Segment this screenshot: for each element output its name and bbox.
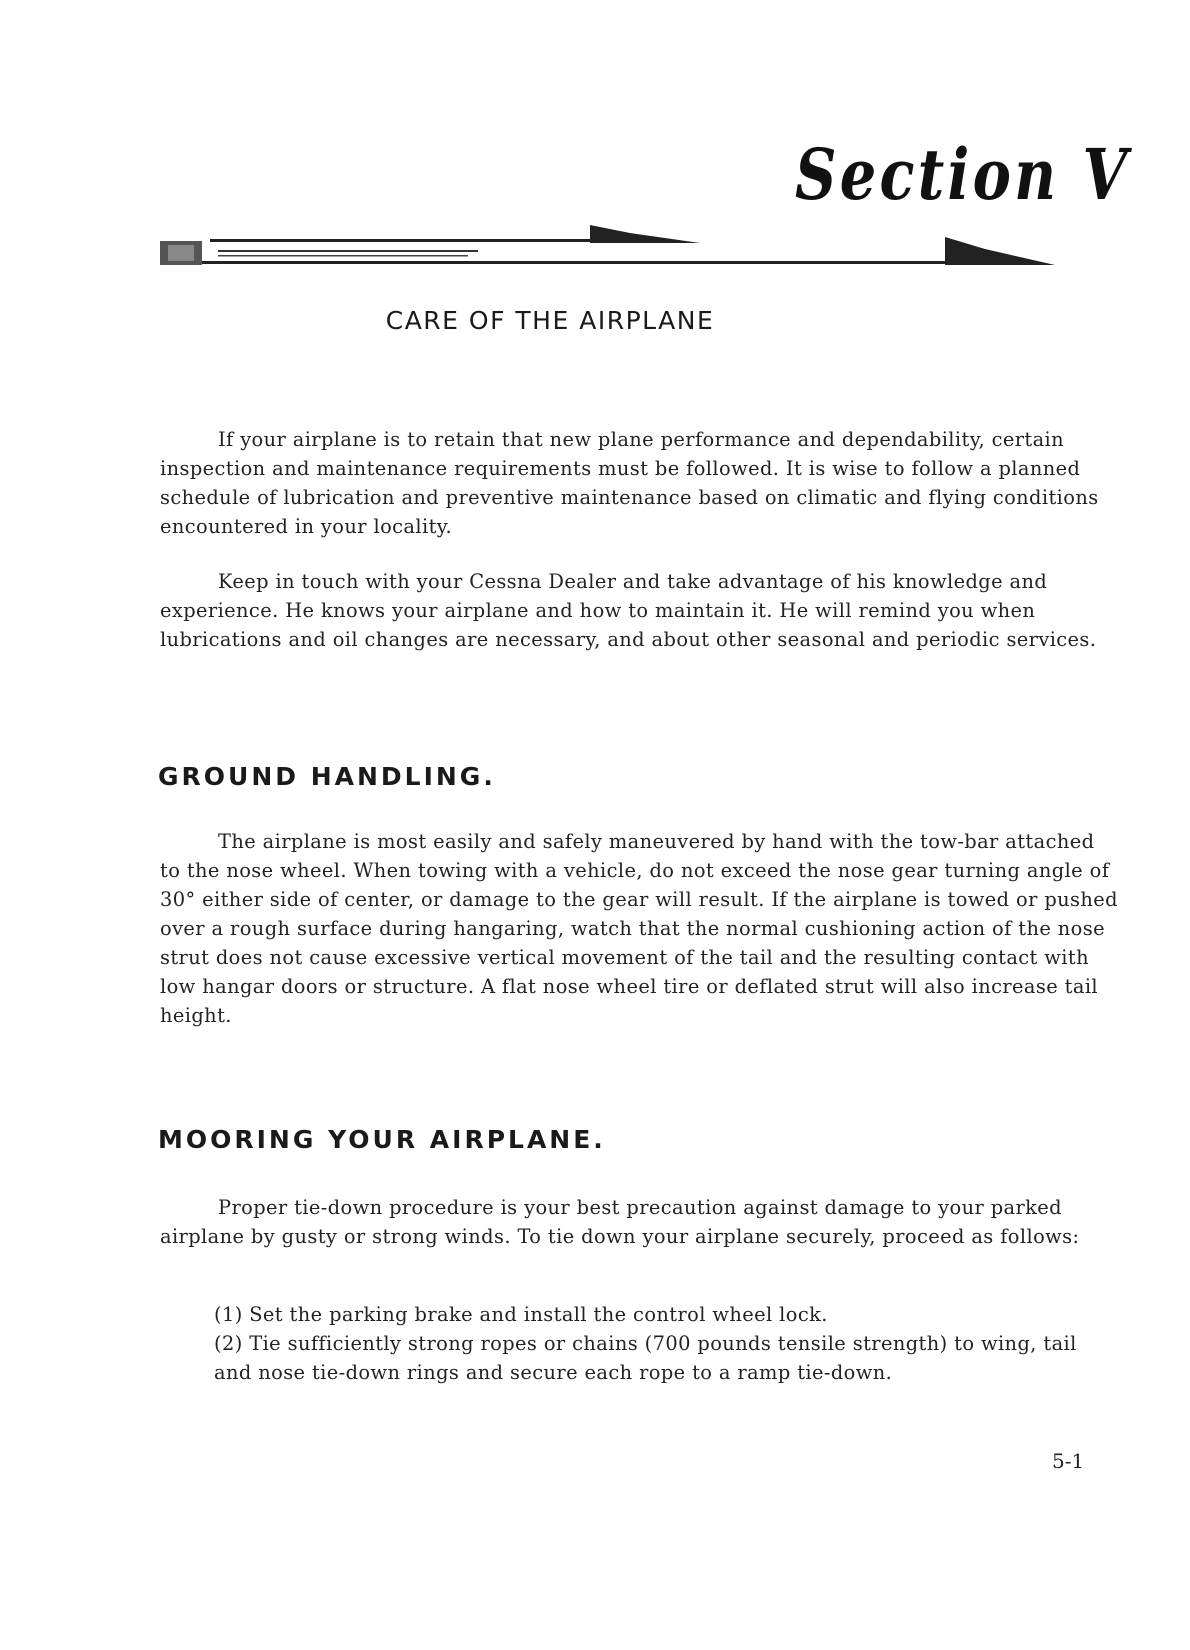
page-number: 5-1 [1052,1449,1085,1473]
mooring-steps-list [214,1300,1094,1387]
intro-paragraph-1: If your airplane is to retain that new plane performance and dependability, certain inspection and maintenance requirements must be followed. It is wise to follow a planned schedule of lubrication and preventive maintenance based on climatic and flying conditions encountered in your locality. [160,428,1099,538]
mooring-heading: MOORING YOUR AIRPLANE. [158,1125,606,1154]
mooring-step: (2) Tie sufficiently strong ropes or chains (700 pounds tensile strength) to wing, tail and nose tie-down rings and secure each rope to a ramp tie-down. [214,1332,1077,1384]
mooring-paragraph: Proper tie-down procedure is your best precaution against damage to your parked airplane by gusty or strong winds. To tie down your airplane securely, proceed as follows: [160,1196,1080,1248]
ground-handling-paragraph: The airplane is most easily and safely maneuvered by hand with the tow-bar attached to the nose wheel. When towing with a vehicle, do not exceed the nose gear turning angle of 30° either side of center, or damage to the gear will result. If the airplane is towed or pushed over a rough surface during hangaring, watch that the normal cushioning action of the nose strut does not cause excessive vertical movement of the tail and the resulting contact with low hangar doors or structure. A flat nose wheel tire or deflated strut will also increase tail height. [160,830,1118,1027]
intro-paragraph-2: Keep in touch with your Cessna Dealer and take advantage of his knowledge and experience. He knows your airplane and how to maintain it. He will remind you when lubrications and oil changes are necessary, and about other seasonal and periodic services. [160,570,1097,651]
ground-handling-heading: GROUND HANDLING. [158,762,496,791]
section-header-rule [160,225,1100,285]
section-title: Section V [795,133,1131,216]
page-heading: CARE OF THE AIRPLANE [385,306,715,335]
mooring-step: (1) Set the parking brake and install the control wheel lock. [214,1303,828,1326]
